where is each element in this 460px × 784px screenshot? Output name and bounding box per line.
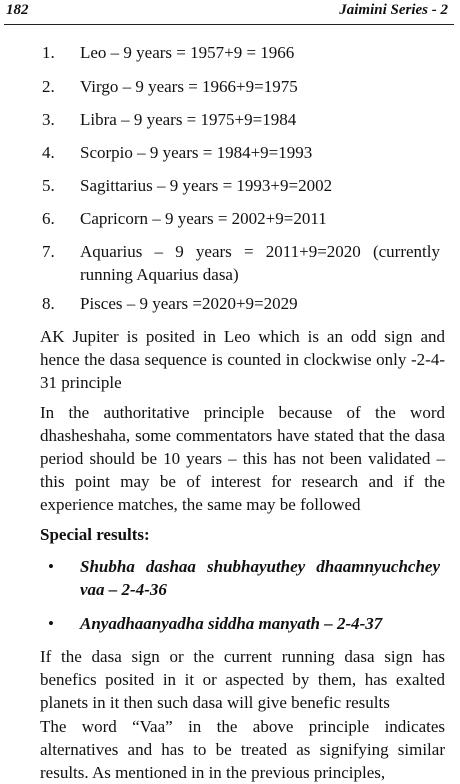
list-text: Sagittarius – 9 years = 1993+9=2002 <box>80 176 333 195</box>
paragraph-benefic: If the dasa sign or the current running dasa sign has benefics posited in it or aspected by them, has exalted planets in it then such dasa will give benefic results <box>40 647 445 712</box>
shloka-text: Anyadhaanyadha siddha manyath – 2-4-37 <box>80 614 383 633</box>
paragraph-vaa: The word “Vaa” in the above principle indicates alternatives and has to be treated as signifying similar results. As mentioned in in the previous principles, <box>40 717 445 782</box>
header-divider <box>4 24 454 25</box>
list-text: Virgo – 9 years = 1966+9=1975 <box>80 77 298 96</box>
list-text: Pisces – 9 years =2020+9=2029 <box>80 294 298 313</box>
list-number: 5. <box>42 176 55 195</box>
special-results-heading: Special results: <box>40 525 150 544</box>
page-number: 182 <box>6 2 29 18</box>
page-header <box>0 0 460 24</box>
list-number: 1. <box>42 43 55 62</box>
list-number: 6. <box>42 209 55 228</box>
paragraph-authoritative: In the authoritative principle because of the word dhasheshaha, some commentators have stated that the dasa period should be 10 years – this has not been validated – this point may be of interest for research and if the experience matches, the same may be followed <box>40 403 445 514</box>
bullet-icon: • <box>48 614 54 633</box>
list-number: 8. <box>42 294 55 313</box>
list-number: 2. <box>42 77 55 96</box>
list-text: Scorpio – 9 years = 1984+9=1993 <box>80 143 313 162</box>
list-text: Libra – 9 years = 1975+9=1984 <box>80 110 297 129</box>
list-text: Aquarius – 9 years = 2011+9=2020 (currently running Aquarius dasa) <box>80 242 440 284</box>
list-text: Capricorn – 9 years = 2002+9=2011 <box>80 209 327 228</box>
list-number: 7. <box>42 242 55 261</box>
list-number: 4. <box>42 143 55 162</box>
bullet-icon: • <box>48 557 54 576</box>
list-text: Leo – 9 years = 1957+9 = 1966 <box>80 43 295 62</box>
paragraph-ak-jupiter: AK Jupiter is posited in Leo which is an odd sign and hence the dasa sequence is counted in clockwise only -2-4-31 principle <box>40 327 445 392</box>
series-title: Jaimini Series - 2 <box>339 2 448 18</box>
list-number: 3. <box>42 110 55 129</box>
shloka-text: Shubha dashaa shubhayuthey dhaamnyuchchey vaa – 2-4-36 <box>80 557 440 599</box>
